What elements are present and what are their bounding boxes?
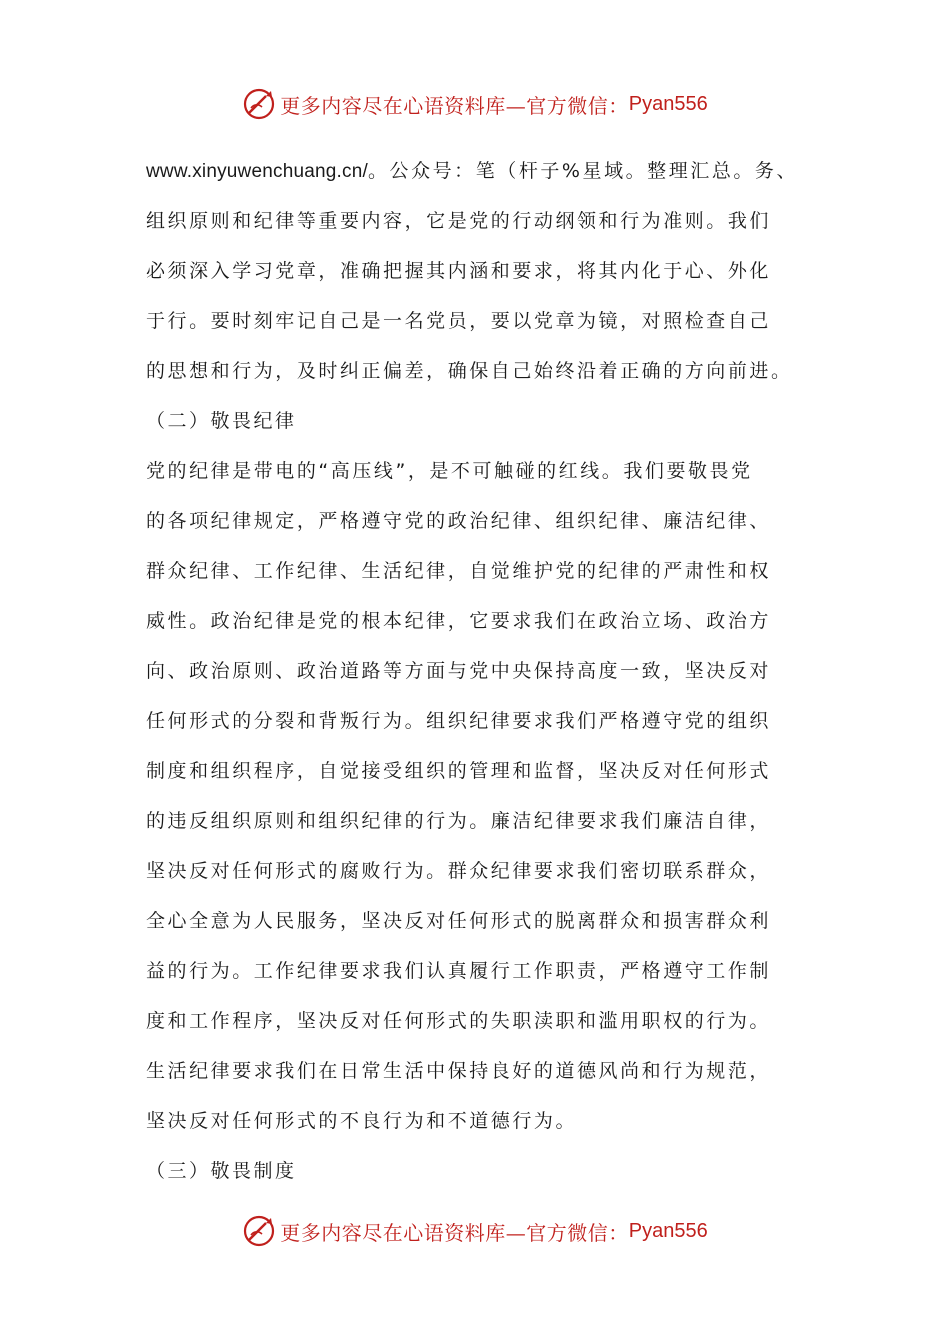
text-line: 全心全意为人民服务，坚决反对任何形式的脱离群众和损害群众利 bbox=[146, 910, 771, 932]
text-line: 度和工作程序，坚决反对任何形式的失职渎职和滥用职权的行为。 bbox=[146, 1010, 771, 1032]
document-body bbox=[146, 146, 811, 1196]
pen-nib-logo-icon bbox=[242, 1214, 276, 1248]
text-line: 任何形式的分裂和背叛行为。组织纪律要求我们严格遵守党的组织 bbox=[146, 710, 771, 732]
text-line: 坚决反对任何形式的不良行为和不道德行为。 bbox=[146, 1110, 578, 1132]
text-line: 必须深入学习党章，准确把握其内涵和要求，将其内化于心、外化 bbox=[146, 260, 771, 282]
text-line: 组织原则和纪律等重要内容，它是党的行动纲领和行为准则。我们 bbox=[146, 210, 771, 232]
text-line: 的思想和行为，及时纠正偏差，确保自己始终沿着正确的方向前进。 bbox=[146, 360, 793, 382]
text-line: 于行。要时刻牢记自己是一名党员，要以党章为镜，对照检查自己 bbox=[146, 310, 771, 332]
watermark-text: 更多内容尽在心语资料库—官方微信： bbox=[280, 1220, 629, 1245]
section-heading: （三）敬畏制度 bbox=[146, 1160, 297, 1182]
watermark-text: 更多内容尽在心语资料库—官方微信： bbox=[280, 93, 629, 118]
header-watermark bbox=[0, 84, 950, 124]
text-line: 党的纪律是带电的“高压线”，是不可触碰的红线。我们要敬畏党 bbox=[146, 460, 753, 482]
text-line: 的各项纪律规定，严格遵守党的政治纪律、组织纪律、廉洁纪律、 bbox=[146, 510, 771, 532]
pen-nib-logo-icon bbox=[242, 87, 276, 121]
text-line: 群众纪律、工作纪律、生活纪律，自觉维护党的纪律的严肃性和权 bbox=[146, 560, 771, 582]
text-fragment: 。公众号：笔（杆子%星域。整理汇总。务、 bbox=[367, 160, 799, 182]
text-line: 生活纪律要求我们在日常生活中保持良好的道德风尚和行为规范， bbox=[146, 1060, 771, 1082]
text-line: 坚决反对任何形式的腐败行为。群众纪律要求我们密切联系群众， bbox=[146, 860, 771, 882]
website-url: www.xinyuwenchuang.cn/ bbox=[146, 161, 368, 182]
watermark-wechat-id: Pyan556 bbox=[628, 1219, 708, 1242]
section-heading: （二）敬畏纪律 bbox=[146, 410, 297, 432]
text-line bbox=[146, 146, 811, 196]
footer-watermark bbox=[0, 1211, 950, 1251]
text-line: 的违反组织原则和组织纪律的行为。廉洁纪律要求我们廉洁自律， bbox=[146, 810, 771, 832]
text-line: 向、政治原则、政治道路等方面与党中央保持高度一致，坚决反对 bbox=[146, 660, 771, 682]
text-line: 益的行为。工作纪律要求我们认真履行工作职责，严格遵守工作制 bbox=[146, 960, 771, 982]
watermark-wechat-id: Pyan556 bbox=[628, 92, 708, 115]
text-line: 制度和组织程序，自觉接受组织的管理和监督，坚决反对任何形式 bbox=[146, 760, 771, 782]
text-line: 威性。政治纪律是党的根本纪律，它要求我们在政治立场、政治方 bbox=[146, 610, 771, 632]
